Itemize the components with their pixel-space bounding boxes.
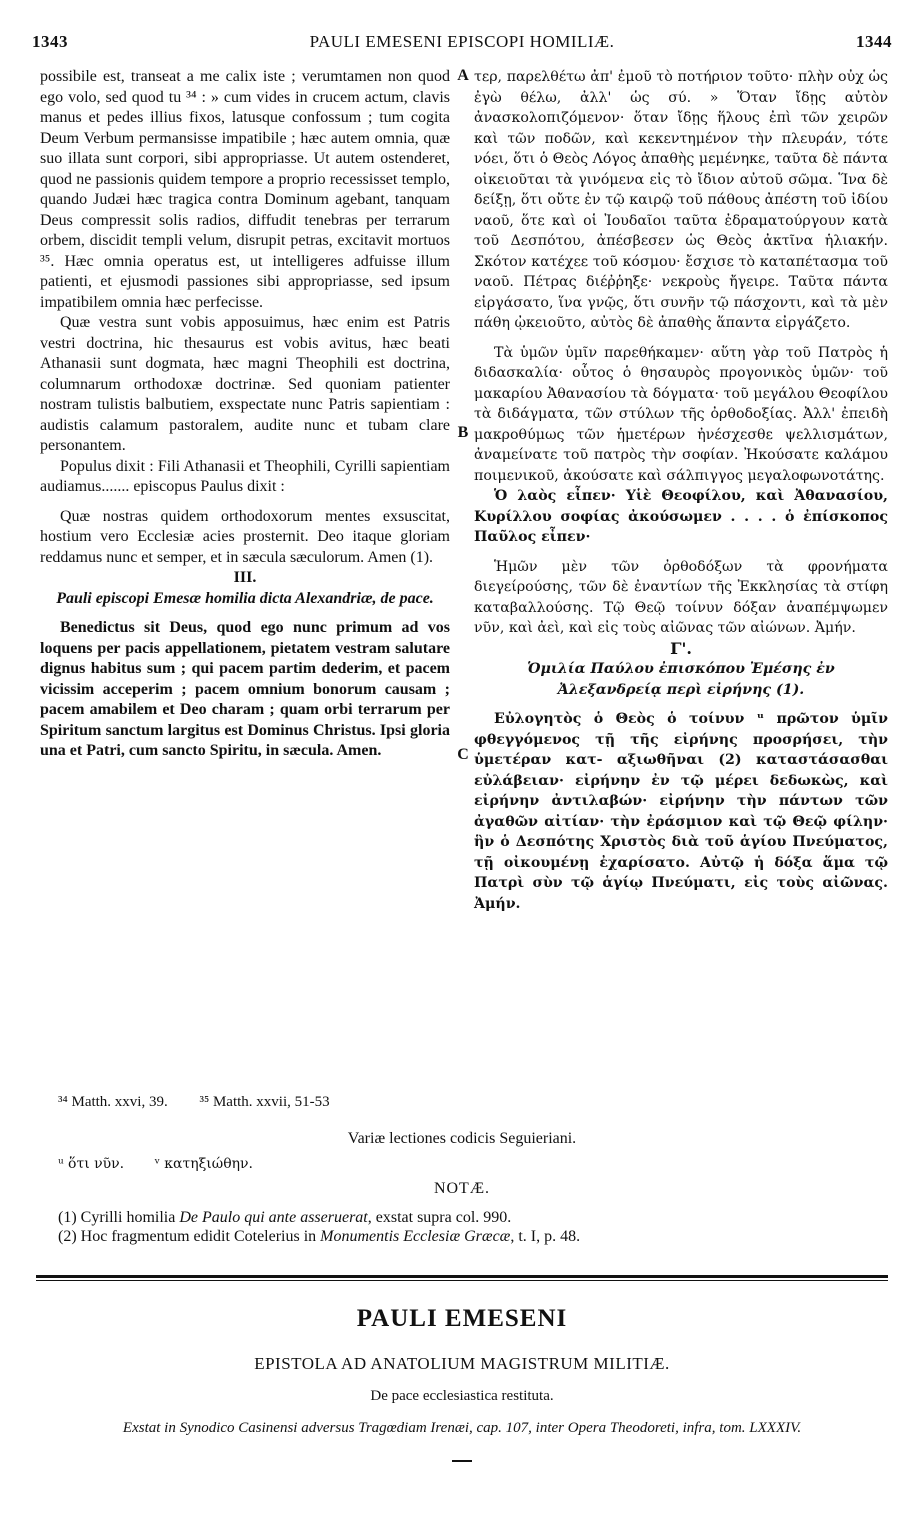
latin-paragraph-1: possibile est, transeat a me calix iste ; verumtamen non quod ego volo, sed quod tu ³⁴ : » cum vides in crucem actum, clavis manus et pedes illius fixos, latusque confossum ; tum cogita Deum Verbum permansisse impatibile ; hæc autem omnia, quæ suo illata sunt corpori, sibi appropriasse. Ut autem ostenderet, quod ne passionis quidem tempore a proprio recessisset templo, quando Judæi hæc tragica contra Dominum agebant, tanquam Deus compressit solis radios, diffudit tenebras per terrarum orbem, discidit templi velum, disrupit petras, excitavit mortuos ³⁵. Hæc omnia operatus est, ut intelligeres adfuisse illum patienti, et ejusmodi passiones sibi appropriasse, sed ipsum impatibilem omnia hæc perfecisse. <box>40 68 450 311</box>
variant-v: ᵛ κατηξιώθην. <box>154 1156 253 1172</box>
note-1-number: (1) <box>58 1209 77 1226</box>
greek-column <box>474 67 888 914</box>
scripture-ref-34: ³⁴ Matth. xxvi, 39. <box>58 1094 168 1110</box>
note-1 <box>58 1208 580 1227</box>
note-1-text-b: De Paulo qui ante asseruerat <box>179 1209 368 1226</box>
margin-marker-b: B <box>457 424 469 441</box>
greek-paragraph-4: Ἡμῶν μὲν τῶν ὀρθοδόξων τὰ φρονήματα διεγείρούσης, τῶν δὲ ἐναντίων τῆς Ἐκκλησίας τὰ στίφη καταβαλλούσης. Τῷ Θεῷ τοίνυν δόξαν ἀναπέμψωμεν νῦν, καὶ ἀεὶ, καὶ εἰς τοὺς αἰῶνας τῶν αἰώνων. Ἀμήν. <box>474 558 888 636</box>
variae-lectiones <box>58 1156 279 1172</box>
latin-section-number: III. <box>233 569 257 586</box>
latin-column <box>40 67 450 762</box>
note-2-text-c: , t. I, p. 48. <box>510 1228 581 1245</box>
variae-lectiones-title: Variæ lectiones codicis Seguieriani. <box>347 1130 577 1147</box>
notae-title: NOTÆ. <box>433 1180 491 1197</box>
section-divider-thick <box>36 1275 888 1278</box>
note-2-text-b: Monumentis Ecclesiæ Græcæ <box>320 1228 511 1245</box>
epistola-author-title: PAULI EMESENI <box>356 1305 568 1332</box>
latin-section-title: Pauli episcopi Emesæ homilia dicta Alexandriæ, de pace. <box>56 589 434 607</box>
epistola-subtitle: EPISTOLA AD ANATOLIUM MAGISTRUM MILITIÆ. <box>254 1354 670 1373</box>
greek-paragraph-2: Τὰ ὑμῶν ὑμῖν παρεθήκαμεν· αὕτη γὰρ τοῦ Πατρὸς ἡ διδασκαλία· οὗτος ὁ θησαυρὸς προγονικὸς ὑμῶν· τοῦ μακαρίου Ἀθανασίου τὰ δόγματα· τοῦ μεγάλου Θεοφίλου τὰ διδάγματα, τῶν στύλων τῆς ὀρθοδοξίας. Ἀλλ' ἐπειδὴ μακροθύμως τῶν ἡμετέρων ἠνέσχεσθε ψελλισμάτων, ἀναμείνατε τοῦ πατρὸς τὴν σοφίαν. Ἠκούσατε καλάμου ποιμενικοῦ, ἀκούσατε καὶ σάλπιγγος μεγαλοφωνοτάτης. <box>474 344 888 484</box>
end-dash <box>452 1460 472 1462</box>
notes <box>58 1208 580 1246</box>
latin-paragraph-3: Populus dixit : Fili Athanasii et Theophili, Cyrilli sapientiam audiamus....... episcopus Paulus dixit : <box>40 457 450 495</box>
page-number-left: 1343 <box>32 32 68 51</box>
page-number-right: 1344 <box>856 32 892 51</box>
scripture-ref-35: ³⁵ Matth. xxvii, 51-53 <box>199 1094 330 1110</box>
epistola-source-note: Exstat in Synodico Casinensi adversus Tragœdiam Irenæi, cap. 107, inter Opera Theodoreti, infra, tom. LXXXIV. <box>122 1420 802 1436</box>
running-header <box>32 32 892 54</box>
note-2-number: (2) <box>58 1228 77 1245</box>
latin-paragraph-2: Quæ vestra sunt vobis apposuimus, hæc enim est Patris vestri doctrina, hic thesaurus est vobis avitus, hæc beati Athanasii sunt dogmata, hæc magni Theophili est doctrina, columnarum orthodoxæ doctrinæ. Sed quoniam patienter nostram tulistis balbutiem, exspectate nunc Patris sapientiam : audistis calamum pastoralem, audite nunc et tubam clare personantem. <box>40 314 450 454</box>
greek-paragraph-5: Εὐλογητὸς ὁ Θεὸς ὁ τοίνυν ᵘ πρῶτον ὑμῖν φθεγγόμενος τῇ τῆς εἰρήνης προσρήσει, τὴν ὑμετέραν κατ- αξιωθῆναι (2) καταστάσασθαι εὐλάβειαν· εἰρήνην ἐν τῷ μέρει δεδωκὼς, καὶ εἰρήνην ἀντιλαβών· εἰρήνην τὴν πάντων τῶν ἀγαθῶν αἰτίαν· τὴν ἐράσμιον καὶ τῷ Θεῷ φίλην· ἣν ὁ Δεσπότης Χριστὸς διὰ τοῦ ἁγίου Πνεύματος, τῇ οἰκουμένῃ ἐχαρίσατο. Αὐτῷ ἡ δόξα ἅμα τῷ Πατρὶ σὺν τῷ ἁγίῳ Πνεύματι, εἰς τοὺς αἰῶνας. Ἀμήν. <box>474 711 888 912</box>
scripture-references <box>58 1094 358 1111</box>
section-divider-thin <box>36 1280 888 1281</box>
running-title: PAULI EMESENI EPISCOPI HOMILIÆ. <box>309 32 615 51</box>
note-1-text-c: , exstat supra col. 990. <box>367 1209 512 1226</box>
variant-u: ᵘ ὅτι νῦν. <box>58 1156 125 1172</box>
note-2 <box>58 1227 580 1246</box>
margin-marker-c: C <box>457 746 469 763</box>
greek-paragraph-3: Ὁ λαὸς εἶπεν· Υἱὲ Θεοφίλου, καὶ Ἀθανασίου, Κυρίλλου σοφίας ἀκούσωμεν . . . . ὁ ἐπίσκοπος Παῦλος εἶπεν· <box>474 488 888 545</box>
greek-section-title: Ὁμιλία Παύλου ἐπισκόπου Ἐμέσης ἐν Ἀλεξανδρείᾳ περὶ εἰρήνης (1). <box>527 661 835 698</box>
note-1-text-a: Cyrilli homilia <box>80 1209 180 1226</box>
epistola-description: De pace ecclesiastica restituta. <box>370 1388 554 1404</box>
note-2-text-a: Hoc fragmentum edidit Cotelerius in <box>80 1228 321 1245</box>
latin-paragraph-4: Quæ nostras quidem orthodoxorum mentes exsuscitat, hostium vero Ecclesiæ acies prosternit. Deo itaque gloriam reddamus nunc et semper, et in sæcula sæculorum. Amen (1). <box>40 507 450 566</box>
greek-section-number: Γ'. <box>670 638 692 658</box>
margin-marker-a: A <box>457 67 469 84</box>
greek-paragraph-1: τερ, παρελθέτω ἀπ' ἐμοῦ τὸ ποτήριον τοῦτο· πλὴν οὐχ ὡς ἐγὼ θέλω, ἀλλ' ὡς σύ. » Ὅταν ἴδῃς αὐτὸν ἀνασκολοπιζόμενον· ὅταν ἴδῃς ἥλους ἐπὶ τῶν χειρῶν καὶ τῶν ποδῶν, καὶ κεκεντημένον τὴν πλευράν, τότε νόει, ὅτι ὁ Θεὸς Λόγος ἀπαθὴς μεμένηκε, ταῦτα δὲ πάντα οἰκειοῦται τὰ γινόμενα εἰς τὸ ἴδιον αὐτοῦ σῶμα. Ἵνα δὲ δείξῃ, ὅτι οὔτε ἐν τῷ καιρῷ τοῦ πάθους ἀπέστη τοῦ ἰδίου ναοῦ, ὅτε καὶ οἱ Ἰουδαῖοι ταῦτα ἐδραματούργουν κατὰ τοῦ Δεσπότου, ἀπέσβεσεν ὡς Θεὸς ἀκτῖνα ἡλιακήν. Σκότον κατέχεε τοῦ κόσμου· ἔσχισε τὸ καταπέτασμα τοῦ ναοῦ. Πέτρας διέῤῥηξε· νεκροὺς ἤγειρε. Ταῦτα πάντα εἰργάσατο, ἵνα γνῷς, ὅτι συνῆν τῷ πάσχοντι, καὶ τὰ μὲν πάθη ᾠκειοῦτο, αὐτὸς δὲ ἀπαθὴς ἅπαντα εἰργάζετο. <box>474 69 888 331</box>
latin-paragraph-5: Benedictus sit Deus, quod ego nunc primum ad vos loquens per pacis appellationem, pietatem vestram salutare dignus habitus sum ; qui pacem partim dederim, et pacem vicissim acceperim ; pacem omnium bonorum causam ; pacem amabilem et Deo charam ; quam orbi terrarum per Spiritum sanctum largitus est Dominus Christus. Ipsi gloria una et Patri, cum sancto Spiritu, in sæcula. Amen. <box>40 619 450 759</box>
